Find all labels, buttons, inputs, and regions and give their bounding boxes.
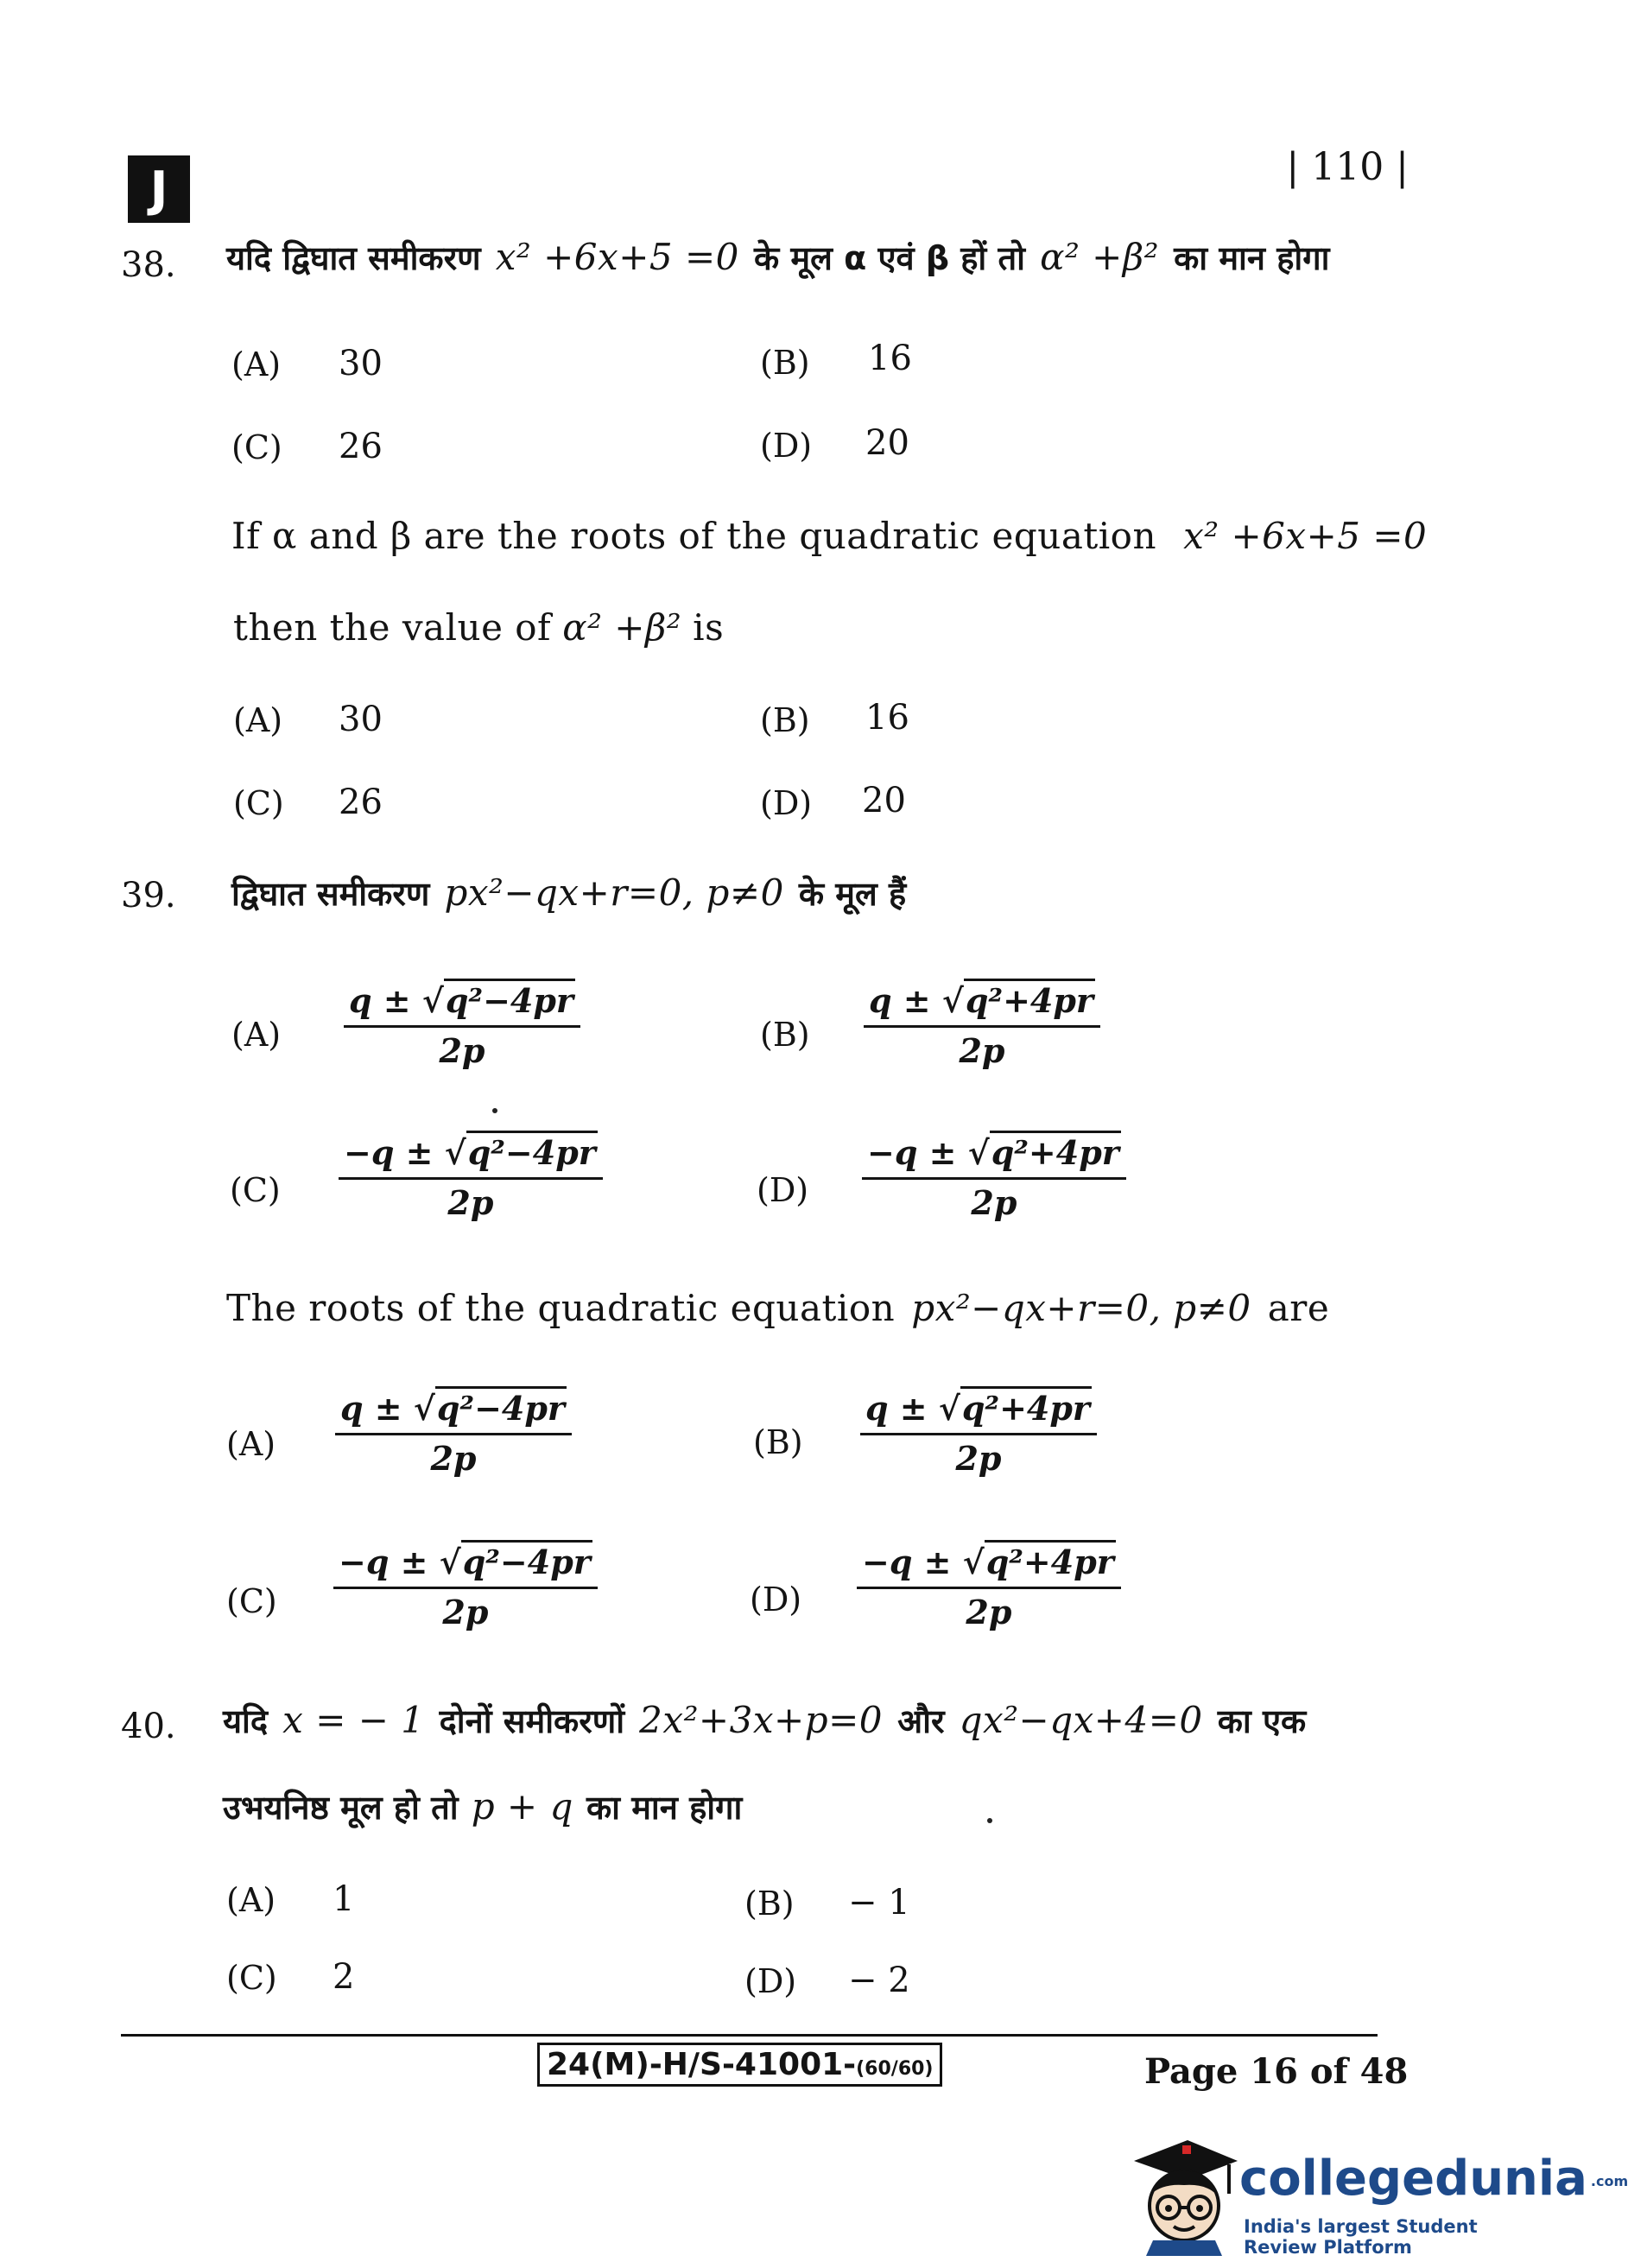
q39-hi-option-b-fraction: $\frac{\text{q ± √q²+4pr}}{2p}$ <box>864 981 1100 1070</box>
footer-paper-code: 24(M)-H/S-41001-(60/60) <box>537 2043 942 2087</box>
q39-en-option-a-label: (A) <box>226 1425 276 1463</box>
q38-hi-option-d-value: 20 <box>865 423 909 463</box>
q38-en-option-d-value: 20 <box>862 781 906 820</box>
q39-hi-option-a-label: (A) <box>231 1016 282 1054</box>
q39-en-option-c-label: (C) <box>226 1582 277 1620</box>
q38-en-option-a-value: 30 <box>339 700 383 739</box>
q39-en-option-d-fraction: $\frac{\text{−q ± √q²+4pr}}{2p}$ <box>857 1543 1121 1631</box>
q38-hi-option-b-value: 16 <box>868 339 912 378</box>
q39-en-option-a-fraction: $\frac{\text{q ± √q²−4pr}}{2p}$ <box>335 1389 572 1478</box>
q39-hi-option-b-label: (B) <box>760 1016 810 1054</box>
q39-en-option-d-label: (D) <box>750 1581 802 1619</box>
q40-option-b-label: (B) <box>744 1885 795 1923</box>
q39-hi-option-a-fraction: $\frac{\text{q ± √q²−4pr}}{2p}$ <box>344 981 580 1070</box>
q38-en-option-a-label: (A) <box>233 701 283 739</box>
question-38-english-line2: then the value of α² +β² is <box>233 606 725 649</box>
q39-hi-option-c-fraction: $\frac{\text{−q ± √q²−4pr}}{2p}$ <box>339 1133 603 1222</box>
q38-en-option-c-label: (C) <box>233 784 284 822</box>
q38-hi-option-a-value: 30 <box>339 344 383 383</box>
q38-en-option-b-label: (B) <box>760 701 810 739</box>
q40-option-d-label: (D) <box>744 1962 797 2000</box>
q39-hi-option-d-label: (D) <box>757 1171 809 1209</box>
q40-option-a-value: 1 <box>333 1879 355 1919</box>
question-38-number: 38. <box>121 245 176 285</box>
question-40-hindi-line1: यदि x = − 1 दोनों समीकरणों 2x²+3x+p=0 और qx²−qx+4=0 का एक <box>223 1699 1307 1741</box>
footer-rule <box>121 2034 1378 2037</box>
q38-en-option-c-value: 26 <box>339 782 383 822</box>
q38-hi-option-a-label: (A) <box>231 345 282 383</box>
page-number: Page 16 of 48 <box>1144 2051 1409 2092</box>
q38-hi-option-b-label: (B) <box>760 344 810 382</box>
q40-option-a-label: (A) <box>226 1881 276 1919</box>
q39-en-option-c-fraction: $\frac{\text{−q ± √q²−4pr}}{2p}$ <box>333 1543 598 1631</box>
question-40-hindi-line2: उभयनिष्ठ मूल हो तो p + q का मान होगा <box>223 1785 743 1828</box>
question-38-english-line1: If α and β are the roots of the quadratic equation x² +6x+5 =0 <box>231 515 1428 557</box>
q39-hi-option-d-fraction: $\frac{\text{−q ± √q²+4pr}}{2p}$ <box>862 1133 1126 1222</box>
q40-option-d-value: − 2 <box>848 1961 910 2000</box>
q39-hi-option-c-label: (C) <box>230 1171 281 1209</box>
q40-option-c-label: (C) <box>226 1959 277 1997</box>
q40-option-b-value: − 1 <box>848 1883 910 1923</box>
question-39-hindi: द्विघात समीकरण px²−qx+r=0, p≠0 के मूल हैं <box>231 871 907 914</box>
q39-en-option-b-fraction: $\frac{\text{q ± √q²+4pr}}{2p}$ <box>860 1389 1097 1478</box>
q40-option-c-value: 2 <box>333 1957 355 1997</box>
stray-mark <box>987 1818 992 1823</box>
q38-hi-option-d-label: (D) <box>760 427 813 465</box>
question-39-number: 39. <box>121 876 176 915</box>
stray-mark <box>492 1108 497 1113</box>
q38-en-option-b-value: 16 <box>865 698 909 738</box>
q38-hi-option-c-label: (C) <box>231 428 282 466</box>
question-38-hindi: यदि द्विघात समीकरण x² +6x+5 =0 के मूल α एवं β हों तो α² +β² का मान होगा <box>226 236 1330 278</box>
brand-tagline: India's largest Student Review Platform <box>1244 2216 1478 2258</box>
paper-code: | 110 | <box>1286 145 1409 189</box>
brand-name: collegedunia .com <box>1239 2151 1628 2207</box>
collegedunia-mascot-icon <box>1127 2126 1239 2256</box>
q38-hi-option-c-value: 26 <box>339 427 383 466</box>
q39-en-option-b-label: (B) <box>753 1423 803 1461</box>
question-39-english: The roots of the quadratic equation px²−qx+r=0, p≠0 are <box>226 1287 1330 1329</box>
question-40-number: 40. <box>121 1707 176 1746</box>
series-badge: J <box>128 155 190 223</box>
q38-en-option-d-label: (D) <box>760 784 813 822</box>
